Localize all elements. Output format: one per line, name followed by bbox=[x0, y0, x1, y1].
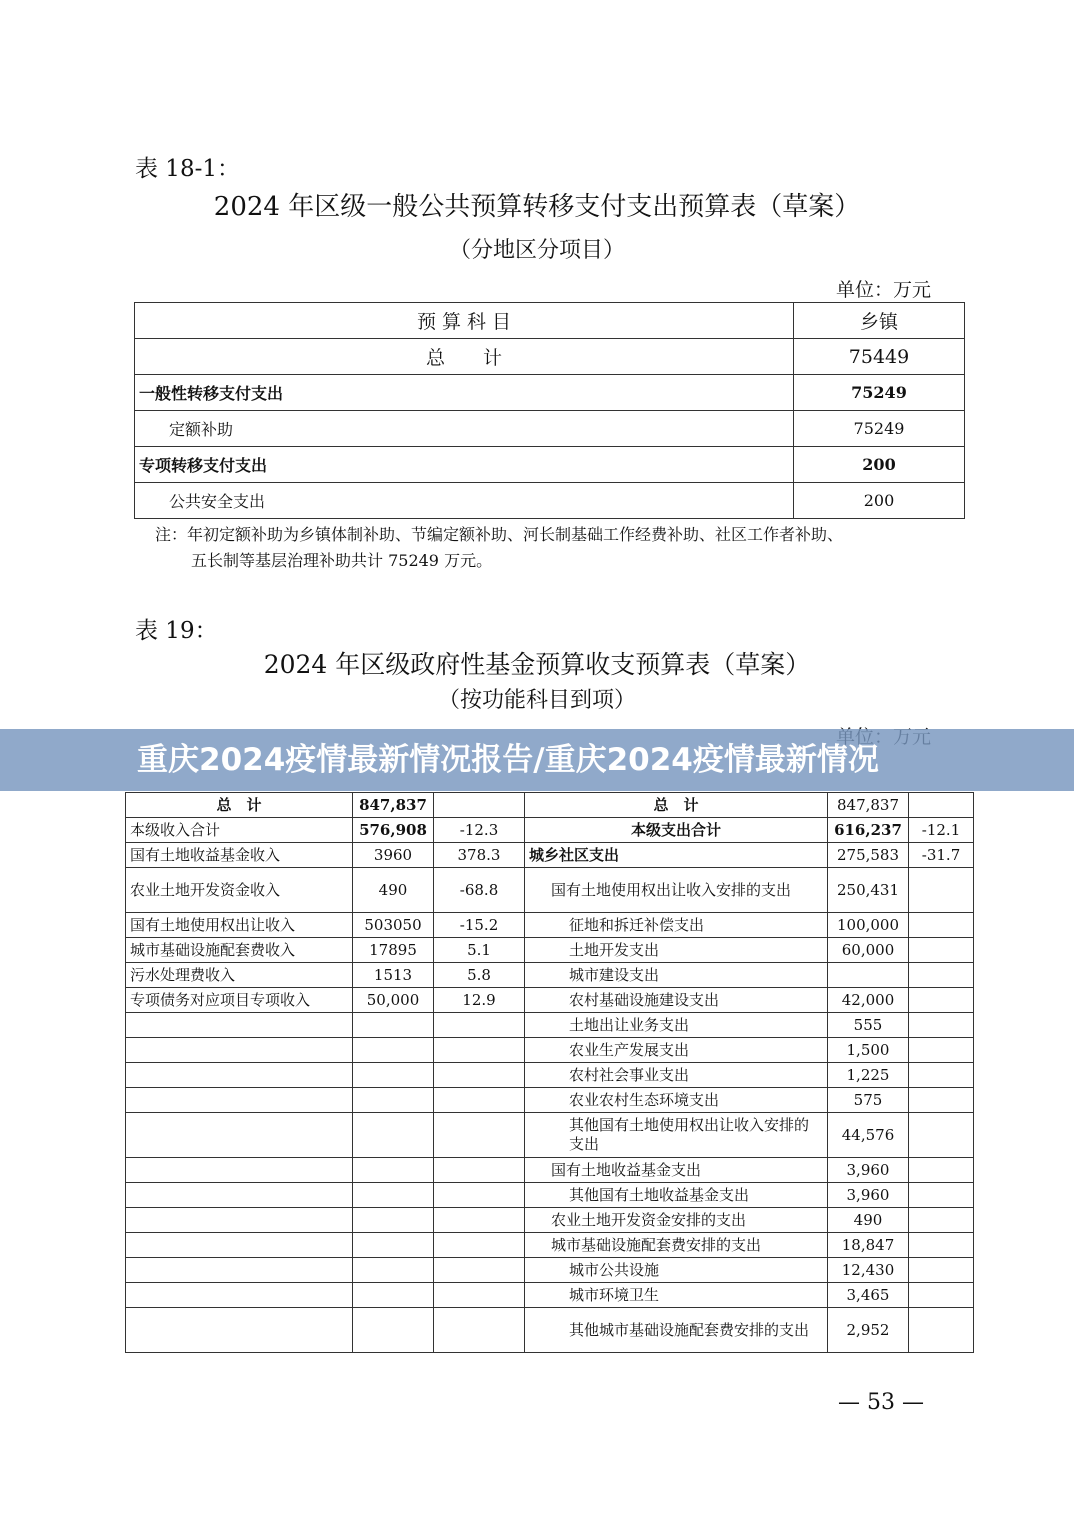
table-cell: 60,000 bbox=[828, 938, 909, 963]
table-cell bbox=[909, 793, 974, 818]
table-cell bbox=[434, 793, 525, 818]
table-row bbox=[126, 1113, 974, 1158]
table18 bbox=[134, 302, 965, 519]
table-cell: 其他国有土地使用权出让收入安排的支出 bbox=[525, 1113, 828, 1158]
table-cell: 50,000 bbox=[353, 988, 434, 1013]
table-cell: 城市公共设施 bbox=[525, 1258, 828, 1283]
table-cell: 44,576 bbox=[828, 1113, 909, 1158]
table-cell: 3,960 bbox=[828, 1158, 909, 1183]
table-cell bbox=[909, 1158, 974, 1183]
table-cell: -31.7 bbox=[909, 843, 974, 868]
table-cell: 576,908 bbox=[353, 818, 434, 843]
row-value: 200 bbox=[794, 483, 965, 519]
row-value: 200 bbox=[794, 447, 965, 483]
table-cell bbox=[126, 1308, 353, 1353]
table-cell: 城市基础设施配套费安排的支出 bbox=[525, 1233, 828, 1258]
table-row bbox=[126, 1158, 974, 1183]
table-cell: 42,000 bbox=[828, 988, 909, 1013]
table-row bbox=[135, 411, 965, 447]
table-cell bbox=[434, 1113, 525, 1158]
table-cell bbox=[353, 1258, 434, 1283]
table-cell: 本级支出合计 bbox=[525, 818, 828, 843]
table-row bbox=[126, 1308, 974, 1353]
total-label: 总 计 bbox=[135, 339, 794, 375]
table-row bbox=[135, 483, 965, 519]
table-cell: 其他国有土地收益基金支出 bbox=[525, 1183, 828, 1208]
table-cell: 17895 bbox=[353, 938, 434, 963]
table-row bbox=[126, 988, 974, 1013]
table-cell bbox=[353, 1183, 434, 1208]
table-cell: 616,237 bbox=[828, 818, 909, 843]
table-cell: 专项债务对应项目专项收入 bbox=[126, 988, 353, 1013]
total-value: 75449 bbox=[794, 339, 965, 375]
table-cell bbox=[434, 1308, 525, 1353]
table-cell: 12,430 bbox=[828, 1258, 909, 1283]
table-row bbox=[126, 868, 974, 913]
table-cell bbox=[353, 1038, 434, 1063]
table-cell bbox=[126, 1013, 353, 1038]
table-cell bbox=[909, 1113, 974, 1158]
table18-note: 注：年初定额补助为乡镇体制补助、节编定额补助、河长制基础工作经费补助、社区工作者补助、 bbox=[155, 525, 844, 544]
row-label: 一般性转移支付支出 bbox=[135, 375, 794, 411]
table-cell: -12.3 bbox=[434, 818, 525, 843]
table-cell: 总 计 bbox=[525, 793, 828, 818]
table-row bbox=[126, 1208, 974, 1233]
table-cell bbox=[909, 1183, 974, 1208]
page-number: — 53 — bbox=[838, 1390, 924, 1415]
table-cell: 总 计 bbox=[126, 793, 353, 818]
table-cell bbox=[353, 1013, 434, 1038]
table-cell: 1513 bbox=[353, 963, 434, 988]
row-label: 定额补助 bbox=[135, 411, 794, 447]
table18-title: 2024 年区级一般公共预算转移支付支出预算表（草案） bbox=[213, 192, 861, 222]
table-cell: 503050 bbox=[353, 913, 434, 938]
table-cell: 农村基础设施建设支出 bbox=[525, 988, 828, 1013]
table-cell bbox=[909, 938, 974, 963]
table-cell: 土地开发支出 bbox=[525, 938, 828, 963]
table-row bbox=[126, 1088, 974, 1113]
row-label: 专项转移支付支出 bbox=[135, 447, 794, 483]
table-cell bbox=[909, 1013, 974, 1038]
table-cell bbox=[126, 1183, 353, 1208]
table-row bbox=[126, 1013, 974, 1038]
table-cell bbox=[353, 1283, 434, 1308]
header-cell: 预 算 科 目 bbox=[135, 303, 794, 339]
table18-subtitle: （分地区分项目） bbox=[448, 238, 625, 263]
table-cell: 城市环境卫生 bbox=[525, 1283, 828, 1308]
table-cell bbox=[434, 1063, 525, 1088]
row-value: 75249 bbox=[794, 411, 965, 447]
table-cell bbox=[353, 1233, 434, 1258]
table-cell: 250,431 bbox=[828, 868, 909, 913]
table-row bbox=[126, 1233, 974, 1258]
table-cell bbox=[909, 1308, 974, 1353]
table-cell bbox=[353, 1113, 434, 1158]
table-row bbox=[126, 963, 974, 988]
table19-title: 2024 年区级政府性基金预算收支预算表（草案） bbox=[263, 650, 811, 679]
table-cell: 3960 bbox=[353, 843, 434, 868]
table18-label: 表 18-1： bbox=[135, 156, 240, 182]
table-cell bbox=[909, 988, 974, 1013]
table-cell bbox=[434, 1233, 525, 1258]
table-cell bbox=[434, 1208, 525, 1233]
table-cell: 农业生产发展支出 bbox=[525, 1038, 828, 1063]
table-cell bbox=[434, 1258, 525, 1283]
table-cell bbox=[126, 1208, 353, 1233]
table-cell: 555 bbox=[828, 1013, 909, 1038]
table-row bbox=[135, 447, 965, 483]
table-cell: 378.3 bbox=[434, 843, 525, 868]
table18-note-continued: 五长制等基层治理补助共计 75249 万元。 bbox=[191, 551, 493, 570]
table-cell bbox=[909, 963, 974, 988]
table-cell bbox=[126, 1063, 353, 1088]
table-cell: 18,847 bbox=[828, 1233, 909, 1258]
table-cell bbox=[126, 1113, 353, 1158]
table-cell: 城市基础设施配套费收入 bbox=[126, 938, 353, 963]
table-cell bbox=[353, 1308, 434, 1353]
table-cell: 1,500 bbox=[828, 1038, 909, 1063]
table-cell bbox=[909, 1208, 974, 1233]
table-cell: 农业土地开发资金安排的支出 bbox=[525, 1208, 828, 1233]
row-value: 75249 bbox=[794, 375, 965, 411]
table-cell: 3,465 bbox=[828, 1283, 909, 1308]
table-cell bbox=[353, 1063, 434, 1088]
table-row bbox=[126, 913, 974, 938]
table-cell bbox=[909, 868, 974, 913]
table-row bbox=[126, 793, 974, 818]
table-cell bbox=[353, 1158, 434, 1183]
table-cell bbox=[828, 963, 909, 988]
table-cell: 土地出让业务支出 bbox=[525, 1013, 828, 1038]
table-cell bbox=[909, 1233, 974, 1258]
table-cell: 847,837 bbox=[828, 793, 909, 818]
table-cell bbox=[126, 1258, 353, 1283]
table-cell: 农业土地开发资金收入 bbox=[126, 868, 353, 913]
table-cell: 征地和拆迁补偿支出 bbox=[525, 913, 828, 938]
table-cell: 1,225 bbox=[828, 1063, 909, 1088]
table-cell: -68.8 bbox=[434, 868, 525, 913]
table-cell bbox=[909, 1283, 974, 1308]
table-row bbox=[135, 375, 965, 411]
header-cell: 乡镇 bbox=[794, 303, 965, 339]
table-cell: 490 bbox=[828, 1208, 909, 1233]
table-cell bbox=[434, 1013, 525, 1038]
table-cell: 国有土地收益基金收入 bbox=[126, 843, 353, 868]
table-cell: 国有土地使用权出让收入 bbox=[126, 913, 353, 938]
table-row bbox=[126, 1258, 974, 1283]
table-cell bbox=[353, 1208, 434, 1233]
table-cell bbox=[434, 1183, 525, 1208]
table-cell: 污水处理费收入 bbox=[126, 963, 353, 988]
row-label: 公共安全支出 bbox=[135, 483, 794, 519]
table-row bbox=[126, 1183, 974, 1208]
table-cell bbox=[353, 1088, 434, 1113]
table-row bbox=[126, 1063, 974, 1088]
table-cell: 国有土地收益基金支出 bbox=[525, 1158, 828, 1183]
table-row bbox=[126, 1283, 974, 1308]
table-cell: 12.9 bbox=[434, 988, 525, 1013]
table-cell: 城市建设支出 bbox=[525, 963, 828, 988]
table-cell bbox=[909, 913, 974, 938]
table-cell bbox=[434, 1158, 525, 1183]
table-row bbox=[126, 843, 974, 868]
table-cell: -12.1 bbox=[909, 818, 974, 843]
table-cell: 农村社会事业支出 bbox=[525, 1063, 828, 1088]
table-cell bbox=[434, 1283, 525, 1308]
table-row bbox=[126, 938, 974, 963]
table-row bbox=[135, 339, 965, 375]
table-cell: 城乡社区支出 bbox=[525, 843, 828, 868]
table-cell bbox=[126, 1283, 353, 1308]
table19 bbox=[125, 792, 974, 1353]
table-cell bbox=[434, 1038, 525, 1063]
table-cell: 其他城市基础设施配套费安排的支出 bbox=[525, 1308, 828, 1353]
table-cell bbox=[126, 1038, 353, 1063]
table19-label: 表 19： bbox=[135, 618, 218, 644]
table-cell: 2,952 bbox=[828, 1308, 909, 1353]
table18-unit: 单位：万元 bbox=[836, 279, 932, 301]
table-cell: 本级收入合计 bbox=[126, 818, 353, 843]
table-cell: 国有土地使用权出让收入安排的支出 bbox=[525, 868, 828, 913]
table-cell: 575 bbox=[828, 1088, 909, 1113]
table-cell bbox=[434, 1088, 525, 1113]
table-cell bbox=[909, 1258, 974, 1283]
table-cell bbox=[909, 1038, 974, 1063]
table-cell: 农业农村生态环境支出 bbox=[525, 1088, 828, 1113]
table-cell bbox=[126, 1158, 353, 1183]
table19-subtitle: （按功能科目到项） bbox=[437, 688, 636, 713]
table-cell: 5.1 bbox=[434, 938, 525, 963]
table-cell: 3,960 bbox=[828, 1183, 909, 1208]
table-cell: 275,583 bbox=[828, 843, 909, 868]
table-cell bbox=[126, 1233, 353, 1258]
table-row bbox=[135, 303, 965, 339]
title-banner: 重庆2024疫情最新情况报告/重庆2024疫情最新情况 bbox=[0, 729, 1074, 791]
table-cell: 100,000 bbox=[828, 913, 909, 938]
table-cell bbox=[909, 1088, 974, 1113]
table-cell bbox=[909, 1063, 974, 1088]
table-cell bbox=[126, 1088, 353, 1113]
table-row bbox=[126, 818, 974, 843]
table-cell: 5.8 bbox=[434, 963, 525, 988]
table-cell: 490 bbox=[353, 868, 434, 913]
table-row bbox=[126, 1038, 974, 1063]
table-cell: -15.2 bbox=[434, 913, 525, 938]
table-cell: 847,837 bbox=[353, 793, 434, 818]
